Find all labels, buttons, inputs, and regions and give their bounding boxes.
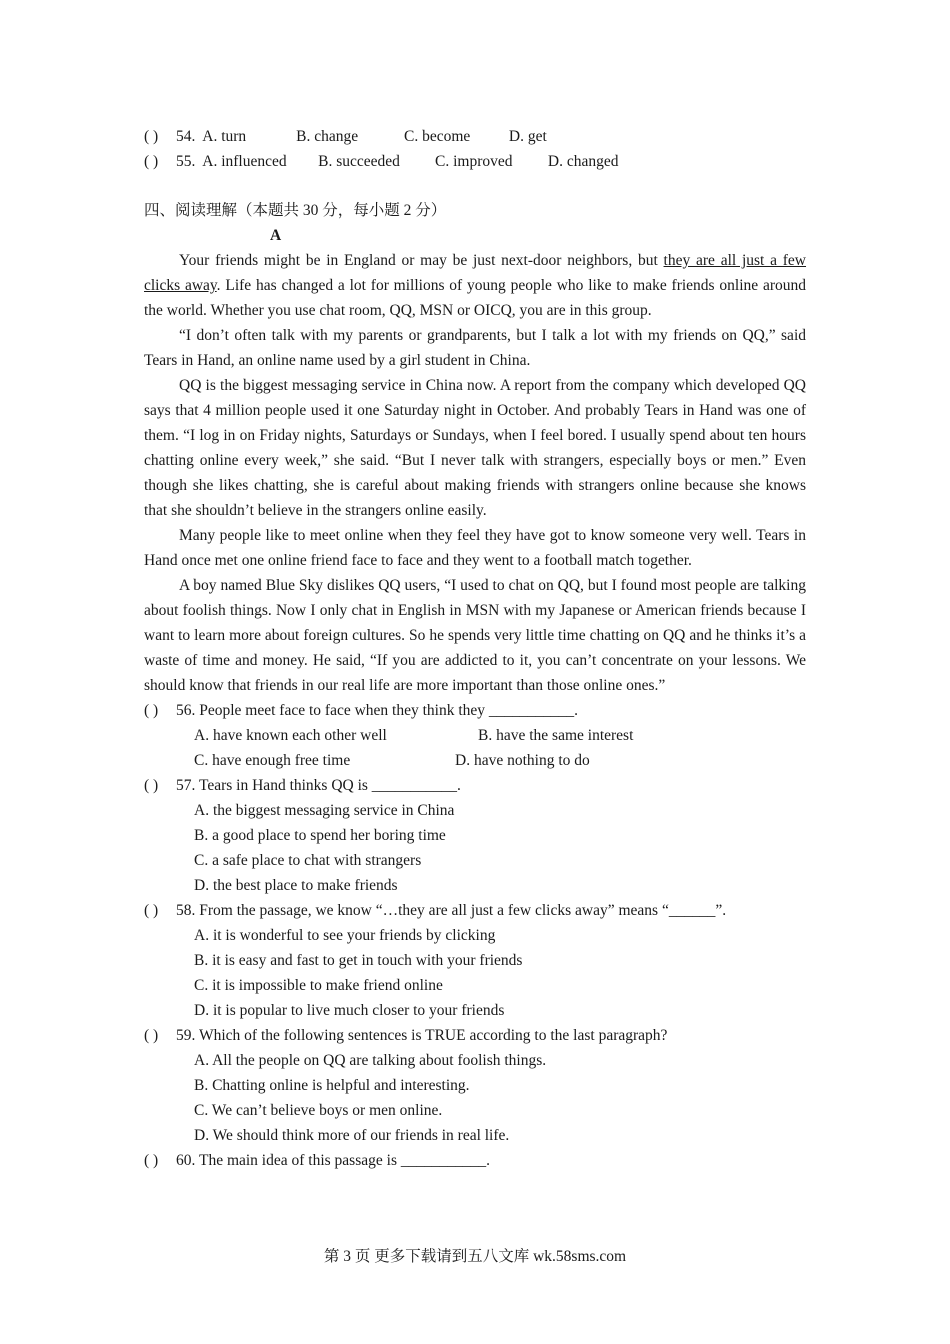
passage-paragraph-4: Many people like to meet online when they feel they have got to know someone very well. Tears in Hand once met one online friend face to face and they went to a football match together. bbox=[144, 527, 806, 569]
option-c: C. have enough free time bbox=[194, 752, 351, 769]
option-c: C. a safe place to chat with strangers bbox=[194, 852, 422, 869]
option-c: C. improved bbox=[435, 153, 513, 170]
answer-blank[interactable]: ( ) bbox=[144, 702, 159, 719]
question-stem: 58. From the passage, we know “…they are all just a few clicks away” means “______”. bbox=[176, 902, 727, 919]
option-b: B. change bbox=[296, 128, 359, 145]
option-d: D. have nothing to do bbox=[455, 752, 590, 769]
option-c: C. We can’t believe boys or men online. bbox=[194, 1102, 443, 1119]
answer-blank[interactable]: ( ) bbox=[144, 153, 159, 170]
page-footer: 第 3 页 更多下载请到五八文库 wk.58sms.com bbox=[323, 1248, 627, 1265]
question-58 bbox=[144, 898, 806, 923]
question-stem: 59. Which of the following sentences is TRUE according to the last paragraph? bbox=[176, 1027, 668, 1044]
answer-blank[interactable]: ( ) bbox=[144, 1027, 159, 1044]
option-d: D. it is popular to live much closer to your friends bbox=[194, 1002, 505, 1019]
option-a: A. influenced bbox=[202, 153, 287, 170]
option-b: B. Chatting online is helpful and interesting. bbox=[194, 1077, 470, 1094]
question-57 bbox=[144, 773, 806, 798]
answer-blank[interactable]: ( ) bbox=[144, 1152, 159, 1169]
option-b: B. a good place to spend her boring time bbox=[194, 827, 446, 844]
answer-blank[interactable]: ( ) bbox=[144, 777, 159, 794]
option-a: A. have known each other well bbox=[194, 727, 387, 744]
question-54 bbox=[144, 124, 806, 149]
option-c: C. it is impossible to make friend online bbox=[194, 977, 443, 994]
option-d: D. get bbox=[508, 128, 547, 145]
section-title: 四、阅读理解（本题共 30 分，每小题 2 分） bbox=[144, 202, 447, 219]
question-number: 55. bbox=[176, 153, 196, 170]
option-a: A. it is wonderful to see your friends by clicking bbox=[194, 927, 496, 944]
option-a: A. turn bbox=[202, 128, 247, 145]
question-options bbox=[176, 149, 618, 174]
question-options bbox=[176, 124, 547, 149]
exam-page bbox=[144, 124, 806, 1173]
option-a: A. All the people on QQ are talking about foolish things. bbox=[194, 1052, 547, 1069]
answer-blank[interactable]: ( ) bbox=[144, 902, 159, 919]
question-59 bbox=[144, 1023, 806, 1048]
answer-blank[interactable]: ( ) bbox=[144, 128, 159, 145]
option-d: D. changed bbox=[547, 153, 619, 170]
option-d: D. We should think more of our friends in real life. bbox=[194, 1127, 510, 1144]
passage-paragraph-1: Your friends might be in England or may be just next-door neighbors, but they are all just a few clicks away. Life has changed a lot for millions of young people who like to make friends online around the world. Whether you use chat room, QQ, MSN or OICQ, you are in this group. bbox=[144, 252, 807, 319]
question-56 bbox=[144, 698, 806, 723]
underlined-phrase: they are all just a few clicks away bbox=[144, 252, 807, 294]
passage-paragraph-5: A boy named Blue Sky dislikes QQ users, “I used to chat on QQ, but I found most people are talking about foolish things. Now I only chat in English in MSN with my Japanese or American friends because I want to learn more about foreign cultures. So he spends very little time chatting on QQ and he thinks it’s a waste of time and money. He said, “If you are addicted to it, you can’t concentrate on your lessons. We should know that friends in our real life are more important than those online ones.” bbox=[144, 577, 806, 694]
question-stem: 57. Tears in Hand thinks QQ is ___________. bbox=[176, 777, 461, 794]
options-row bbox=[144, 748, 806, 773]
passage-paragraph-3: QQ is the biggest messaging service in China now. A report from the company which developed QQ says that 4 million people used it one Saturday night in October. And probably Tears in Hand was one of them. “I log in on Friday nights, Saturdays or Sundays, when I feel bored. I usually spend about ten hours chatting online every week,” she said. “But I never talk with strangers, especially boys or men.” Even though she likes chatting, she is careful about making friends with strangers online because she knows that she shouldn’t believe in the strangers online easily. bbox=[144, 377, 806, 519]
question-stem: 56. People meet face to face when they think they ___________. bbox=[176, 702, 579, 719]
options-row bbox=[144, 723, 806, 748]
question-55 bbox=[144, 149, 806, 174]
passage-label: A bbox=[270, 227, 282, 244]
option-a: A. the biggest messaging service in China bbox=[194, 802, 455, 819]
question-stem: 60. The main idea of this passage is ___________. bbox=[176, 1152, 490, 1169]
question-60 bbox=[144, 1148, 806, 1173]
passage-paragraph-2: “I don’t often talk with my parents or grandparents, but I talk a lot with my friends on QQ,” said Tears in Hand, an online name used by a girl student in China. bbox=[144, 327, 806, 369]
option-c: C. become bbox=[404, 128, 471, 145]
option-d: D. the best place to make friends bbox=[194, 877, 398, 894]
question-number: 54. bbox=[176, 128, 196, 145]
option-b: B. it is easy and fast to get in touch with your friends bbox=[194, 952, 523, 969]
option-b: B. succeeded bbox=[318, 153, 400, 170]
option-b: B. have the same interest bbox=[478, 727, 634, 744]
